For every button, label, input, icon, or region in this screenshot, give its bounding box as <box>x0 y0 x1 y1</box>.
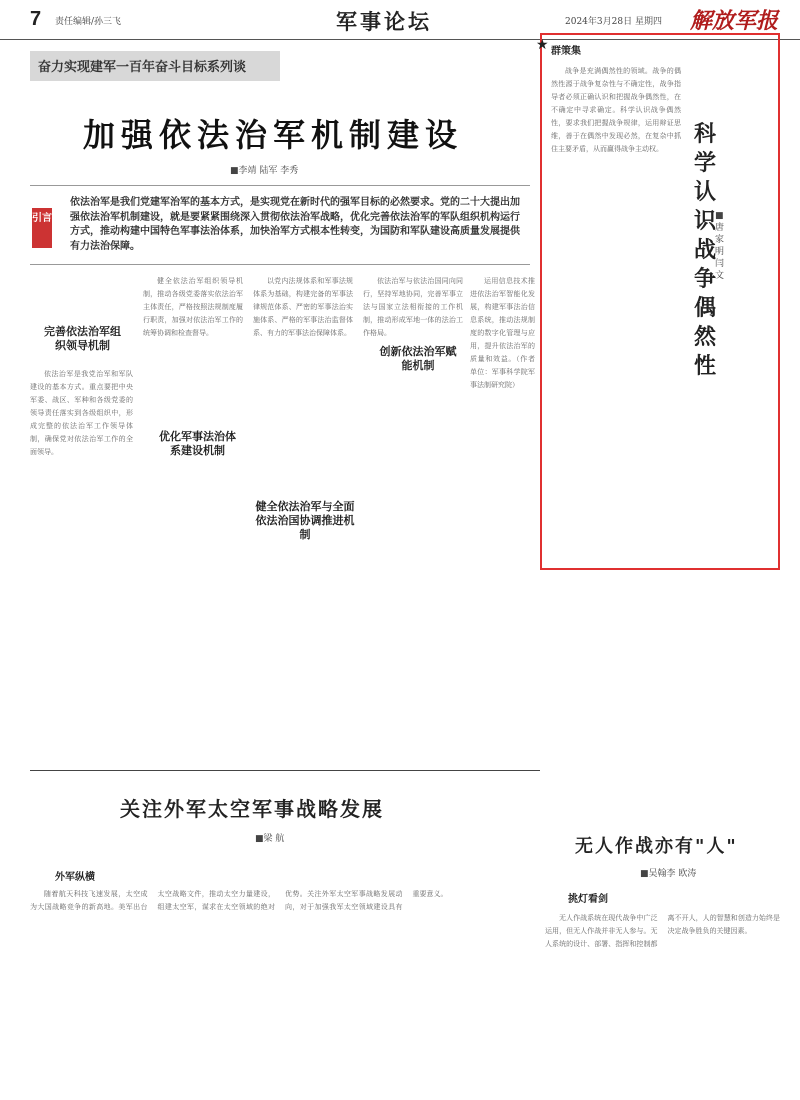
article-column-1: 依法治军是我党治军和军队建设的基本方式。重点要把中央军委、战区、军种和各级党委的领导责任落实到各级组织中，形成完整的依法治军工作领导体制，确保党对依法治军工作的全面领导。 <box>30 370 133 456</box>
subhead-3: 健全依法治军与全面依法治国协调推进机制 <box>255 500 355 541</box>
subhead-1: 完善依法治军组织领导机制 <box>44 325 121 352</box>
article-column-5: 运用信息技术推进依法治军智能化发展，构建军事法治信息系统，推动法规制度的数字化管理与应用，提升依法治军的质量和效益。（作者单位：军事科学院军事法制研究院） <box>470 277 535 389</box>
article-column-3: 以党内法规体系和军事法规体系为基础，构建完备的军事法律规范体系、严密的军事法治实施体系、严格的军事法治监督体系、有力的军事法治保障体系。 <box>253 277 353 337</box>
bottom-left-title: 关注外军太空军事战略发展 <box>120 797 384 821</box>
star-icon: ★ <box>536 37 549 53</box>
sidebar-column-name: 群策集 <box>551 46 581 57</box>
editors: 责任编辑/孙三飞 <box>55 17 122 27</box>
bottom-right-byline: ■吴翰李 欧涛 <box>640 869 697 879</box>
bottom-right-text: 无人作战系统在现代战争中广泛运用，但无人作战并非无人参与。无人系统的设计、部署、指挥和控制都离不开人，人的智慧和创造力始终是决定战争胜负的关键因素。 <box>545 914 780 948</box>
page-number: 7 <box>30 8 42 30</box>
subhead-4: 创新依法治军赋能机制 <box>379 345 457 372</box>
bottom-right-column-name: 挑灯看剑 <box>568 894 608 905</box>
article-column-4: 依法治军与依法治国同向同行，坚持军地协同，完善军事立法与国家立法相衔接的工作机制，推动形成军地一体的法治工作格局。 <box>363 277 463 337</box>
sidebar-title: 科学认识战争偶然性 <box>693 122 716 379</box>
bottom-left-column-name: 外军纵横 <box>55 872 95 883</box>
bottom-left-byline: ■梁 航 <box>255 834 285 844</box>
main-byline: ■李靖 陆军 李秀 <box>230 166 299 176</box>
bottom-left-text: 随着航天科技飞速发展，太空成为大国战略竞争的新高地。美军出台太空战略文件，推动太空力量建设，组建太空军，谋求在太空领域的绝对优势。关注外军太空军事战略发展动向，对于加强我军太空领域建设具有重要意义。 <box>30 890 448 911</box>
issue-date: 2024年3月28日 星期四 <box>565 17 662 27</box>
lead-box <box>30 185 530 265</box>
bottom-right-title: 无人作战亦有"人" <box>575 836 738 857</box>
lead-text: 依法治军是我们党建军治军的基本方式，是实现党在新时代的强军目标的必然要求。党的二十大提出加强依法治军机制建设，就是要紧紧围绕深入贯彻依法治军战略，优化完善依法治军的军队组织机构运行方式，推动构建中国特色军事法治体系，加快治军方式根本性转变，为国防和军队建设高质量发展提供有力法治保障。 <box>70 197 520 252</box>
lead-tag: 引言 <box>32 208 52 248</box>
article-column-2: 健全依法治军组织领导机制，推动各级党委落实依法治军主体责任，严格按照法规制度履行职责，加强对依法治军工作的统筹协调和检查督导。 <box>143 277 243 337</box>
series-banner: 奋力实现建军一百年奋斗目标系列谈 <box>30 51 280 81</box>
masthead-logo: 解放军报 <box>690 8 779 34</box>
subhead-2: 优化军事法治体系建设机制 <box>159 430 236 457</box>
section-title: 军事论坛 <box>336 10 432 34</box>
sidebar-byline: ■唐家明 闫文 <box>715 211 725 281</box>
sidebar-text: 战争是充满偶然性的领域。战争的偶然性源于战争复杂性与不确定性，战争指导者必须正确认识和把握战争偶然性，在不确定中寻求确定。科学认识战争偶然性，要求我们把握战争规律，运用辩证思维，善于在偶然中发现必然，在复杂中抓住主要矛盾，从而赢得战争主动权。 <box>551 67 681 153</box>
main-title: 加强依法治军机制建设 <box>83 116 464 154</box>
divider-line <box>30 770 540 771</box>
